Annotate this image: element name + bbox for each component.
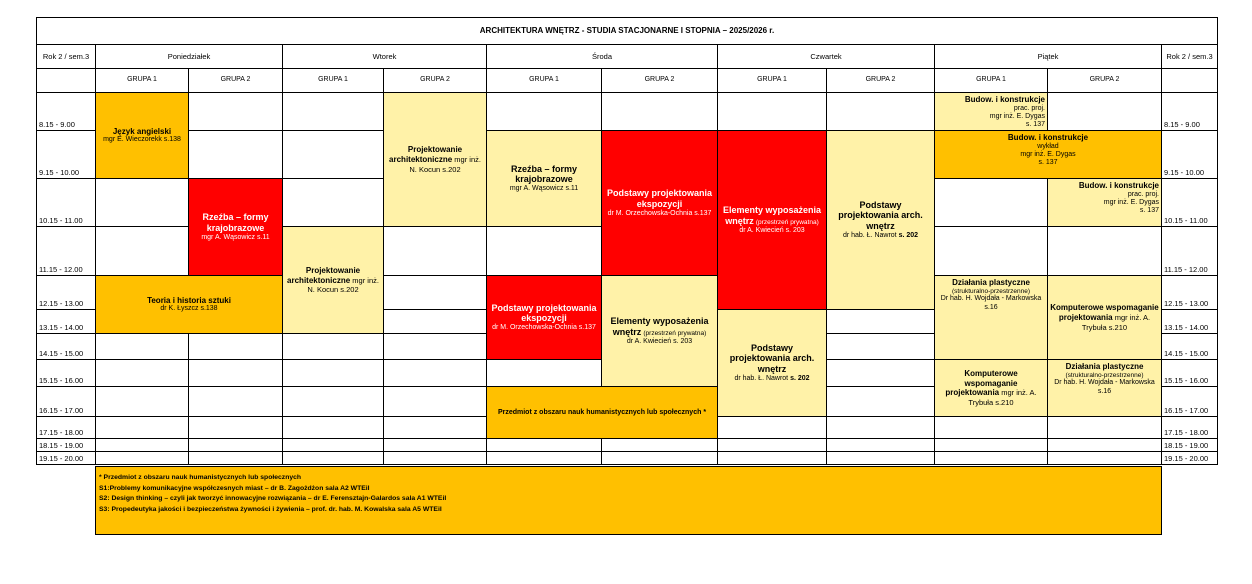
time-label-right — [1161, 275, 1218, 310]
empty-cell — [383, 451, 487, 465]
empty-cell — [826, 386, 935, 417]
empty-cell — [95, 359, 189, 387]
event-line — [627, 338, 692, 346]
event-room: s.16 — [1097, 387, 1112, 395]
empty-cell — [282, 333, 384, 360]
event-combined — [1050, 303, 1159, 331]
time-label-left — [36, 359, 96, 387]
empty-cell — [95, 451, 189, 465]
time-label-left — [36, 130, 96, 179]
event-line — [1037, 143, 1058, 151]
time-text: 12.15 - 13.00 — [39, 299, 84, 308]
event-title: Działania plastyczne — [952, 278, 1030, 287]
event-title-line — [489, 303, 599, 325]
time-label-right — [1161, 178, 1218, 227]
time-label-left — [36, 275, 96, 310]
event-line — [843, 232, 918, 240]
empty-cell — [601, 92, 718, 131]
empty-cell — [826, 416, 935, 439]
event-title: Podstawy projektowania arch. wnętrz — [729, 342, 815, 375]
event-line — [1014, 105, 1045, 113]
time-text: 8.15 - 9.00 — [1164, 120, 1200, 129]
day-header — [486, 44, 718, 69]
event-detail: mgr inż. N. Kocun s.202 — [307, 275, 379, 295]
empty-cell — [826, 451, 935, 465]
cell-text: s. 137 — [1025, 121, 1045, 129]
event-line — [941, 295, 1042, 303]
event-note: (strukturalno-przestrzenne) — [1065, 371, 1144, 379]
event-title: Działania plastyczne — [1065, 362, 1144, 371]
event-title: Elementy wyposażenia wnętrz — [610, 316, 709, 337]
day-name: Piątek — [1037, 52, 1059, 61]
time-text: 14.15 - 15.00 — [1164, 349, 1209, 358]
event-title-line — [965, 95, 1045, 105]
event-mon-angielski — [95, 92, 189, 179]
event-title-line — [604, 316, 715, 338]
empty-cell — [188, 130, 283, 179]
empty-cell — [188, 438, 283, 452]
event-title-line — [1079, 181, 1159, 191]
empty-cell — [934, 451, 1048, 465]
event-combined — [386, 145, 484, 173]
time-label-left — [36, 333, 96, 360]
time-label-right — [1161, 451, 1218, 465]
empty-cell — [95, 226, 189, 276]
time-label-right — [1161, 438, 1218, 452]
time-text: 19.15 - 20.00 — [39, 454, 84, 463]
event-title: Rzeźba – formy krajobrazowe — [510, 163, 578, 185]
event-title-line — [604, 188, 715, 210]
group-header — [383, 68, 487, 93]
empty-cell — [95, 178, 189, 227]
event-wed-podstawy-eksp2 — [486, 275, 602, 360]
empty-cell — [383, 386, 487, 417]
event-detail: dr K. Łyszcz s.138 — [160, 305, 218, 313]
legend-heading: * Przedmiot z obszaru nauk humanistycznych lub społecznych — [99, 474, 302, 481]
event-combined — [285, 266, 381, 294]
empty-cell — [486, 451, 602, 465]
time-text: 11.15 - 12.00 — [1164, 265, 1208, 274]
event-line — [1098, 388, 1111, 396]
empty-cell — [826, 309, 935, 334]
event-line — [201, 234, 269, 242]
group-label: GRUPA 2 — [644, 76, 675, 84]
event-mon-rzezba — [188, 178, 283, 276]
empty-cell — [717, 416, 827, 439]
time-text: 19.15 - 20.00 — [1164, 454, 1209, 463]
event-line — [1020, 151, 1075, 159]
group-corner-right — [1161, 68, 1218, 93]
day-name: Czwartek — [810, 52, 842, 61]
event-detail: Dr hab. H. Wojdała - Markowska — [1054, 379, 1155, 387]
group-label: GRUPA 1 — [127, 76, 157, 84]
empty-cell — [282, 178, 384, 227]
empty-cell — [1047, 92, 1162, 131]
corner-label-text: Rok 2 / sem.3 — [42, 52, 90, 61]
event-title-line — [829, 200, 932, 232]
time-text: 13.15 - 14.00 — [39, 323, 84, 332]
legend-line — [99, 494, 1158, 505]
event-line — [1128, 191, 1159, 199]
event-room: s.16 — [984, 303, 998, 311]
event-room: s. 202 — [898, 232, 919, 239]
empty-cell — [717, 92, 827, 131]
event-title-line — [720, 205, 824, 227]
time-label-left — [36, 438, 96, 452]
event-line — [984, 304, 997, 312]
day-header — [717, 44, 935, 69]
time-label-left — [36, 451, 96, 465]
event-note: (przestrzeń prywatna) — [755, 218, 819, 226]
time-text: 17.15 - 18.00 — [39, 428, 84, 437]
cell-text: mgr inż. E. Dygas — [989, 112, 1045, 120]
group-label: GRUPA 1 — [757, 76, 787, 84]
event-line — [739, 227, 804, 235]
event-title: Podstawy projektowania ekspozycji — [606, 188, 713, 209]
corner-label-right — [1161, 44, 1218, 69]
day-name: Wtorek — [372, 52, 397, 61]
day-header — [282, 44, 487, 69]
empty-cell — [383, 438, 487, 452]
event-title-line — [147, 296, 231, 306]
corner-label-text: Rok 2 / sem.3 — [1166, 52, 1213, 61]
cell-text: mgr inż. E. Dygas — [1103, 198, 1159, 206]
time-text: 9.15 - 10.00 — [39, 168, 80, 177]
group-header — [188, 68, 283, 93]
event-line — [1140, 207, 1159, 215]
empty-cell — [826, 359, 935, 387]
cell-text: prac. proj. — [1013, 104, 1045, 112]
empty-cell — [188, 333, 283, 360]
empty-cell — [934, 438, 1048, 452]
empty-cell — [934, 226, 1048, 276]
legend-s1: S1:Problemy komunikacyjne współczesnych miast – dr B. Zagożdżon sala A2 WTEiI — [99, 484, 370, 492]
corner-label-left — [36, 44, 96, 69]
event-line — [990, 113, 1045, 121]
event-fri-budow2 — [1047, 178, 1162, 227]
event-thu-elementy — [717, 130, 827, 310]
event-fri-komputer2 — [1047, 275, 1162, 360]
event-room: s. 202 — [790, 375, 810, 382]
empty-cell — [934, 178, 1048, 227]
cell-text: prac. proj. — [1127, 190, 1159, 198]
legend-line — [99, 473, 1158, 484]
group-header — [601, 68, 718, 93]
event-fri-dzialania1 — [934, 275, 1048, 360]
empty-cell — [95, 333, 189, 360]
event-title: Podstawy projektowania arch. wnętrz — [838, 199, 923, 232]
group-header — [282, 68, 384, 93]
event-line — [1104, 199, 1159, 207]
event-detail: mgr E. Wieczorekk s.138 — [103, 136, 181, 144]
empty-cell — [1047, 226, 1162, 276]
event-combined — [937, 369, 1045, 407]
time-label-left — [36, 178, 96, 227]
event-title: Projektowanie architektoniczne — [389, 145, 463, 164]
event-fri-budow1 — [934, 92, 1048, 131]
event-note: (przestrzeń prywatna) — [643, 329, 707, 337]
group-header — [717, 68, 827, 93]
empty-cell — [826, 92, 935, 131]
group-label: GRUPA 2 — [865, 76, 896, 84]
group-label: GRUPA 1 — [529, 76, 559, 84]
event-detail: dr M. Orzechowska-Ochnia s.137 — [492, 324, 596, 332]
event-line — [1054, 379, 1155, 387]
empty-cell — [717, 438, 827, 452]
empty-cell — [188, 92, 283, 131]
event-thu-podstawy-arch1 — [826, 130, 935, 310]
event-title-line — [1008, 133, 1088, 143]
event-line — [952, 288, 1030, 296]
empty-cell — [383, 275, 487, 310]
event-detail: Dr hab. H. Wojdała - Markowska — [940, 295, 1042, 303]
empty-cell — [188, 386, 283, 417]
event-wed-humanist — [486, 386, 718, 439]
time-text: 18.15 - 19.00 — [1164, 441, 1209, 450]
time-text: 10.15 - 11.00 — [39, 216, 83, 225]
time-text: 18.15 - 19.00 — [39, 441, 84, 450]
day-name: Środa — [591, 52, 612, 61]
event-title: Podstawy projektowania ekspozycji — [491, 302, 597, 324]
group-header — [95, 68, 189, 93]
time-label-right — [1161, 416, 1218, 439]
day-header — [934, 44, 1162, 69]
event-title: Teoria i historia sztuki — [147, 295, 231, 305]
event-title-line — [191, 212, 280, 234]
empty-cell — [383, 333, 487, 360]
event-title: Budow. i konstrukcje — [1078, 181, 1159, 190]
empty-cell — [383, 359, 487, 387]
time-text: 17.15 - 18.00 — [1164, 428, 1209, 437]
legend-s3: S3: Propedeutyka jakości i bezpieczeństwa żywności i żywienia – prof. dr. hab. M. Kowalska sala A5 WTEiI — [99, 505, 442, 513]
event-line — [510, 185, 578, 193]
event-wed-elementy — [601, 275, 718, 387]
group-header — [1047, 68, 1162, 93]
event-fri-dzialania2 — [1047, 359, 1162, 417]
time-label-right — [1161, 359, 1218, 387]
event-title: Projektowanie architektoniczne — [287, 265, 361, 285]
empty-cell — [95, 416, 189, 439]
event-title: Komputerowe wspomaganie projektowania — [945, 369, 1018, 398]
event-title: Elementy wyposażenia wnętrz — [722, 205, 822, 226]
empty-cell — [282, 386, 384, 417]
empty-cell — [1047, 451, 1162, 465]
event-tue-proj2 — [282, 226, 384, 334]
time-label-left — [36, 386, 96, 417]
time-label-right — [1161, 309, 1218, 334]
empty-cell — [188, 359, 283, 387]
legend-line — [99, 484, 1158, 495]
event-detail: dr hab. Ł. Nawrot — [842, 232, 897, 239]
group-header — [934, 68, 1048, 93]
event-detail: mgr inż. N. Kocun s.202 — [409, 155, 481, 174]
empty-cell — [601, 438, 718, 452]
event-line — [160, 305, 217, 313]
time-text: 14.15 - 15.00 — [39, 349, 84, 358]
event-detail: dr A. Kwiecień s. 203 — [626, 337, 693, 345]
cell-text: s. 137 — [1038, 159, 1058, 167]
event-title: Przedmiot z obszaru nauk humanistycznych lub społecznych * — [497, 409, 707, 417]
empty-cell — [188, 451, 283, 465]
time-text: 16.15 - 17.00 — [39, 406, 84, 415]
empty-cell — [282, 359, 384, 387]
event-line — [1026, 121, 1045, 129]
event-line — [1065, 372, 1143, 380]
empty-cell — [383, 416, 487, 439]
empty-cell — [826, 333, 935, 360]
empty-cell — [188, 416, 283, 439]
event-title-line — [952, 278, 1030, 288]
group-header — [826, 68, 935, 93]
empty-cell — [826, 438, 935, 452]
event-detail: mgr inż. A. Trybuła s.210 — [1081, 313, 1151, 332]
time-text: 15.15 - 16.00 — [39, 376, 84, 385]
empty-cell — [282, 451, 384, 465]
group-label: GRUPA 2 — [1089, 76, 1120, 84]
event-title: Budow. i konstrukcje — [964, 95, 1045, 104]
time-label-left — [36, 309, 96, 334]
event-title-line — [113, 127, 171, 137]
event-wed-rzezba — [486, 130, 602, 227]
event-title: Budow. i konstrukcje — [1007, 133, 1089, 142]
time-label-left — [36, 226, 96, 276]
empty-cell — [282, 438, 384, 452]
group-label: GRUPA 1 — [318, 76, 348, 84]
day-header — [95, 44, 283, 69]
empty-cell — [486, 226, 602, 276]
time-text: 10.15 - 11.00 — [1164, 216, 1208, 225]
event-title-line — [498, 407, 706, 417]
empty-cell — [934, 416, 1048, 439]
empty-cell — [95, 386, 189, 417]
time-label-right — [1161, 333, 1218, 360]
event-line — [734, 375, 809, 383]
event-title-line — [489, 164, 599, 186]
event-thu-podstawy-arch2 — [717, 309, 827, 417]
time-text: 11.15 - 12.00 — [39, 265, 83, 274]
day-name: Poniedziałek — [167, 52, 211, 61]
schedule-title — [36, 17, 1218, 45]
time-label-left — [36, 416, 96, 439]
time-text: 8.15 - 9.00 — [39, 120, 75, 129]
group-label: GRUPA 1 — [976, 76, 1006, 84]
event-detail: dr A. Kwiecień s. 203 — [739, 226, 805, 234]
event-detail: dr M. Orzechowska-Ochnia s.137 — [607, 209, 712, 217]
time-text: 9.15 - 10.00 — [1164, 168, 1205, 177]
empty-cell — [486, 359, 602, 387]
group-header — [486, 68, 602, 93]
event-note: (strukturalno-przestrzenne) — [951, 287, 1031, 295]
empty-cell — [282, 92, 384, 131]
empty-cell — [383, 226, 487, 276]
empty-cell — [282, 130, 384, 179]
legend-line — [99, 505, 1158, 516]
empty-cell — [282, 416, 384, 439]
time-label-right — [1161, 92, 1218, 131]
event-fri-budow-wyklad — [934, 130, 1162, 179]
event-detail: dr hab. Ł. Nawrot — [734, 375, 789, 382]
event-line — [608, 210, 712, 218]
time-text: 13.15 - 14.00 — [1164, 323, 1209, 332]
empty-cell — [95, 438, 189, 452]
cell-text: wykład — [1037, 142, 1059, 150]
empty-cell — [383, 309, 487, 334]
time-label-left — [36, 92, 96, 131]
time-label-right — [1161, 226, 1218, 276]
time-text: 15.15 - 16.00 — [1164, 376, 1209, 385]
event-title: Rzeźba – formy krajobrazowe — [202, 212, 269, 233]
legend-s2: S2: Design thinking – czyli jak tworzyć innowacyjne rozwiązania – dr E. Ferensztajn-Galardos sala A1 WTEiI — [99, 495, 447, 503]
empty-cell — [486, 92, 602, 131]
time-label-right — [1161, 130, 1218, 179]
event-title-line — [720, 343, 824, 375]
event-tue-proj1 — [383, 92, 487, 227]
event-wed-podstawy-eksp1 — [601, 130, 718, 276]
time-text: 12.15 - 13.00 — [1164, 299, 1209, 308]
empty-cell — [1047, 416, 1162, 439]
event-detail: mgr A. Wąsowicz s.11 — [201, 233, 270, 241]
time-label-right — [1161, 386, 1218, 417]
legend-box — [95, 466, 1162, 535]
empty-cell — [486, 438, 602, 452]
event-title-line — [1066, 362, 1144, 372]
event-detail: mgr A. Wąsowicz s.11 — [509, 185, 579, 193]
empty-cell — [717, 451, 827, 465]
group-corner-left — [36, 68, 96, 93]
event-line — [103, 136, 181, 144]
event-title: Komputerowe wspomaganie projektowania — [1050, 303, 1159, 322]
group-label: GRUPA 2 — [220, 76, 251, 84]
event-line — [492, 324, 596, 332]
event-title: Język angielski — [112, 126, 172, 136]
empty-cell — [1047, 438, 1162, 452]
event-line — [1038, 159, 1057, 167]
event-mon-teoria — [95, 275, 283, 334]
cell-text: s. 137 — [1139, 207, 1159, 215]
event-detail: mgr inż. A. Trybuła s.210 — [968, 388, 1037, 407]
group-label: GRUPA 2 — [420, 76, 450, 84]
schedule-title-text: ARCHITEKTURA WNĘTRZ - STUDIA STACJONARNE I STOPNIA – 2025/2026 r. — [479, 26, 775, 36]
cell-text: mgr inż. E. Dygas — [1020, 150, 1076, 158]
empty-cell — [601, 451, 718, 465]
time-text: 16.15 - 17.00 — [1164, 406, 1209, 415]
event-fri-komputer1 — [934, 359, 1048, 417]
